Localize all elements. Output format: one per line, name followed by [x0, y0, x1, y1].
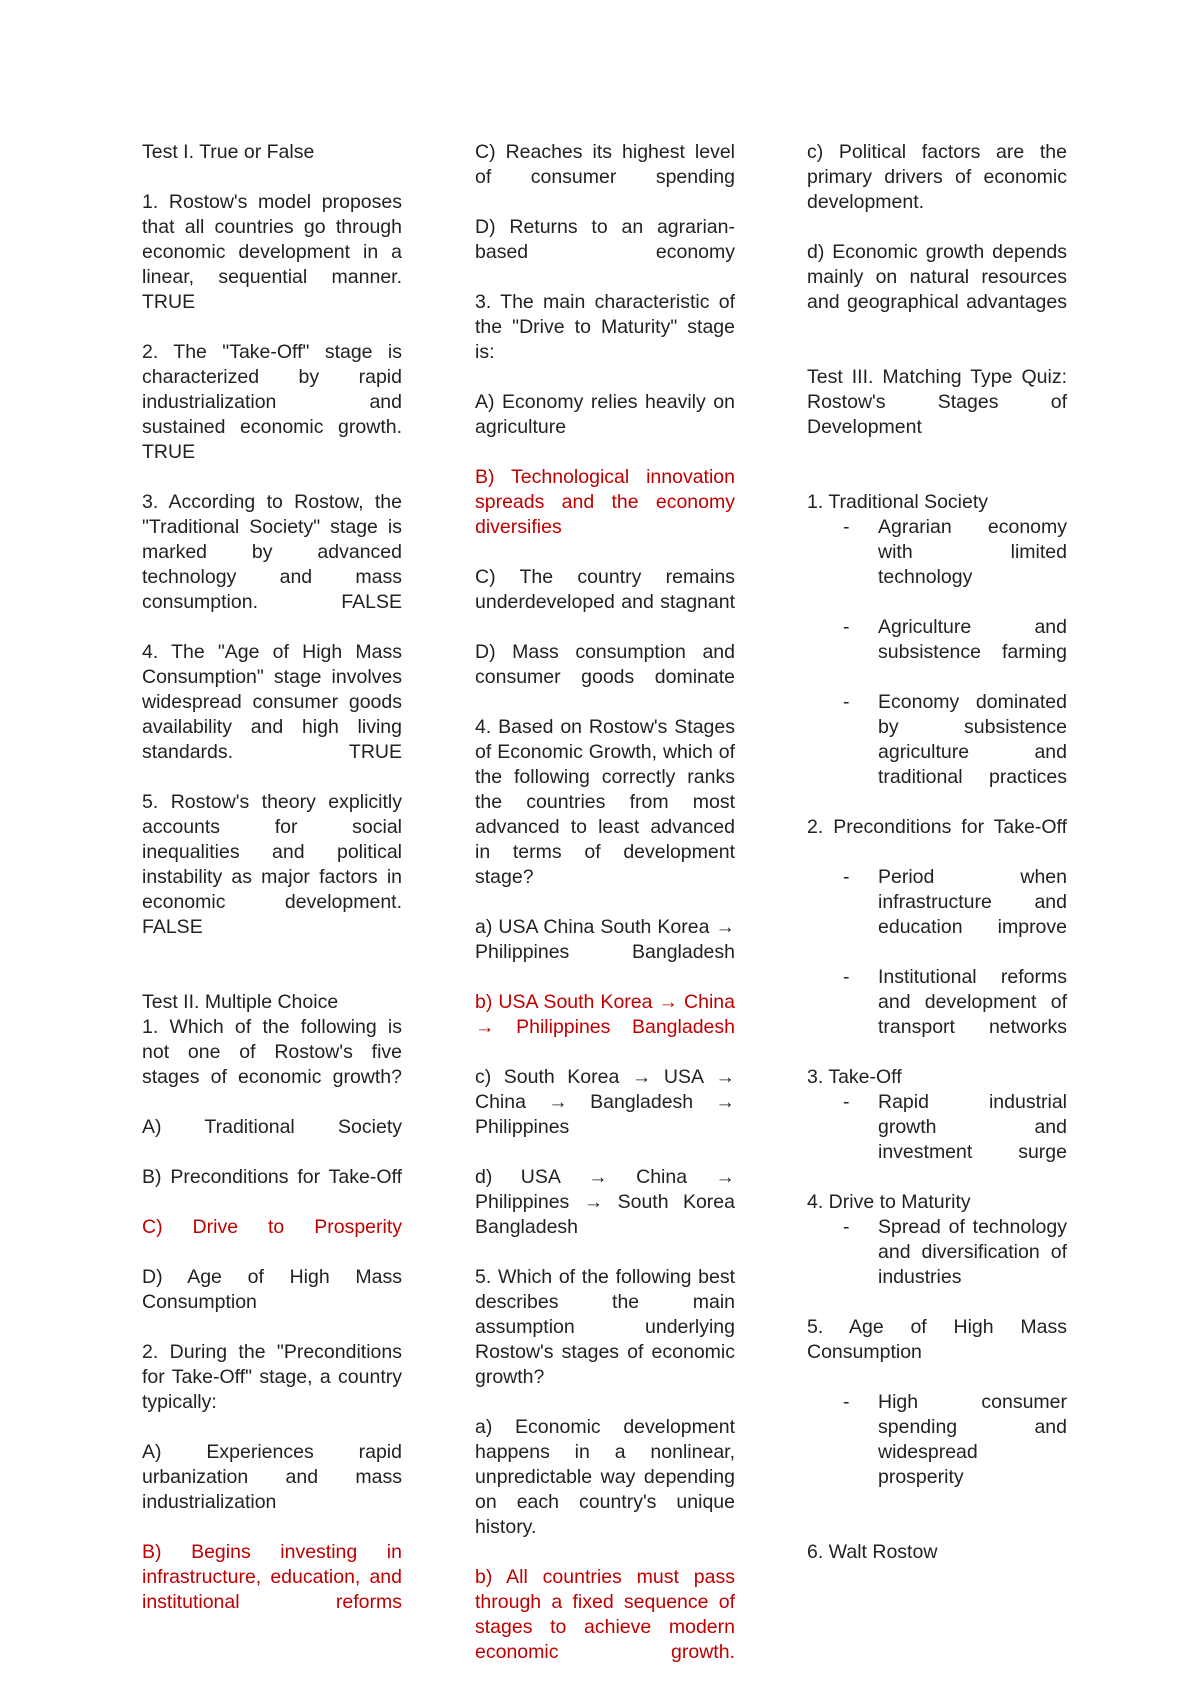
stage-description-item: - Rapid industrial growth and investment surge	[807, 1090, 1067, 1190]
stage-title: 1. Traditional Society	[807, 491, 989, 513]
test1-item: 3. According to Rostow, the "Traditional Society" stage is marked by advanced technology and mass consumption. FALSE	[142, 491, 402, 613]
stage-description-text: High consumer spending and widespread prosperity	[878, 1391, 1067, 1488]
stage-description-item: - Agrarian economy with limited technology	[807, 515, 1067, 615]
q2-option-b-answer: B) Begins investing in infrastructure, education, and institutional reforms	[142, 1541, 402, 1613]
q4-option-d: d) USA → China → Philippines → South Korea Bangladesh	[475, 1166, 735, 1238]
stage-description-item: - Economy dominated by subsistence agriculture and traditional practices	[807, 690, 1067, 815]
stage-description-item: - Institutional reforms and development of transport networks	[807, 965, 1067, 1065]
stage-description-list	[807, 1215, 1067, 1315]
q2-option-d: D) Returns to an agrarian-based economy	[475, 216, 735, 263]
q5-option-b-answer: b) All countries must pass through a fixed sequence of stages to achieve modern economic growth.	[475, 1566, 735, 1663]
q3-option-c: C) The country remains underdeveloped and stagnant	[475, 566, 735, 613]
q5-option-d: d) Economic growth depends mainly on natural resources and geographical advantages	[807, 241, 1067, 313]
q1-option-d: D) Age of High Mass Consumption	[142, 1266, 402, 1313]
q4-option-c: c) South Korea → USA → China → Bangladesh → Philippines	[475, 1066, 735, 1138]
q3-option-d: D) Mass consumption and consumer goods dominate	[475, 641, 735, 688]
q3-option-a: A) Economy relies heavily on agriculture	[475, 391, 735, 438]
q1-option-b: B) Preconditions for Take-Off	[142, 1166, 402, 1188]
stage-description-text: Economy dominated by subsistence agriculture and traditional practices	[878, 691, 1067, 788]
test1-title: Test I. True or False	[142, 141, 315, 163]
test1-item: 4. The "Age of High Mass Consumption" stage involves widespread consumer goods availability and high living standards. TRUE	[142, 641, 402, 763]
stage-title: 4. Drive to Maturity	[807, 1191, 971, 1213]
column-left	[142, 140, 402, 1640]
q3-question: 3. The main characteristic of the "Drive to Maturity" stage is:	[475, 291, 735, 363]
stage-description-item: - Period when infrastructure and education improve	[807, 865, 1067, 965]
q3-option-b-answer: B) Technological innovation spreads and the economy diversifies	[475, 466, 735, 538]
stage-title: 5. Age of High Mass Consumption	[807, 1316, 1067, 1363]
test3-title: Test III. Matching Type Quiz: Rostow's Stages of Development	[807, 366, 1067, 438]
test2-title: Test II. Multiple Choice	[142, 991, 339, 1013]
q1-option-c-answer: C) Drive to Prosperity	[142, 1216, 402, 1238]
stage-description-list	[807, 1090, 1067, 1190]
stage-description-item: - High consumer spending and widespread prosperity	[807, 1390, 1067, 1515]
q5-option-a: a) Economic development happens in a nonlinear, unpredictable way depending on each country's unique history.	[475, 1416, 735, 1538]
q4-question: 4. Based on Rostow's Stages of Economic Growth, which of the following correctly ranks the countries from most advanced to least advanced in terms of development stage?	[475, 716, 735, 888]
column-right	[807, 140, 1067, 1565]
test3-item-6: 6. Walt Rostow	[807, 1541, 938, 1563]
q2-option-c: C) Reaches its highest level of consumer spending	[475, 141, 735, 188]
stage-title: 3. Take-Off	[807, 1066, 902, 1088]
test1-item: 5. Rostow's theory explicitly accounts for social inequalities and political instability as major factors in economic development. FALSE	[142, 791, 402, 938]
stage-description-item: - Spread of technology and diversification of industries	[807, 1215, 1067, 1315]
stage-description-text: Rapid industrial growth and investment surge	[878, 1091, 1067, 1163]
stage-description-item: - Agriculture and subsistence farming	[807, 615, 1067, 690]
q1-question: 1. Which of the following is not one of Rostow's five stages of economic growth?	[142, 1016, 402, 1088]
stage-description-list	[807, 865, 1067, 1065]
q1-option-a: A) Traditional Society	[142, 1116, 402, 1138]
q5-question: 5. Which of the following best describes the main assumption underlying Rostow's stages of economic growth?	[475, 1266, 735, 1388]
stage-description-text: Institutional reforms and development of transport networks	[878, 966, 1067, 1038]
q5-option-c: c) Political factors are the primary drivers of economic development.	[807, 141, 1067, 213]
stage-title: 2. Preconditions for Take-Off	[807, 816, 1067, 838]
test1-item: 1. Rostow's model proposes that all countries go through economic development in a linear, sequential manner. TRUE	[142, 191, 402, 313]
q4-option-b-answer: b) USA South Korea → China → Philippines Bangladesh	[475, 991, 735, 1038]
stage-description-text: Spread of technology and diversification of industries	[878, 1216, 1067, 1288]
stage-description-text: Period when infrastructure and education improve	[878, 866, 1067, 938]
column-middle	[475, 140, 735, 1690]
test1-item: 2. The "Take-Off" stage is characterized by rapid industrialization and sustained economic growth. TRUE	[142, 341, 402, 463]
q2-option-a: A) Experiences rapid urbanization and mass industrialization	[142, 1441, 402, 1513]
stage-description-text: Agrarian economy with limited technology	[878, 516, 1067, 588]
stage-description-list	[807, 515, 1067, 815]
q2-question: 2. During the "Preconditions for Take-Off" stage, a country typically:	[142, 1341, 402, 1413]
q4-option-a: a) USA China South Korea → Philippines Bangladesh	[475, 916, 735, 963]
stage-description-list	[807, 1390, 1067, 1515]
stage-description-text: Agriculture and subsistence farming	[878, 616, 1067, 663]
